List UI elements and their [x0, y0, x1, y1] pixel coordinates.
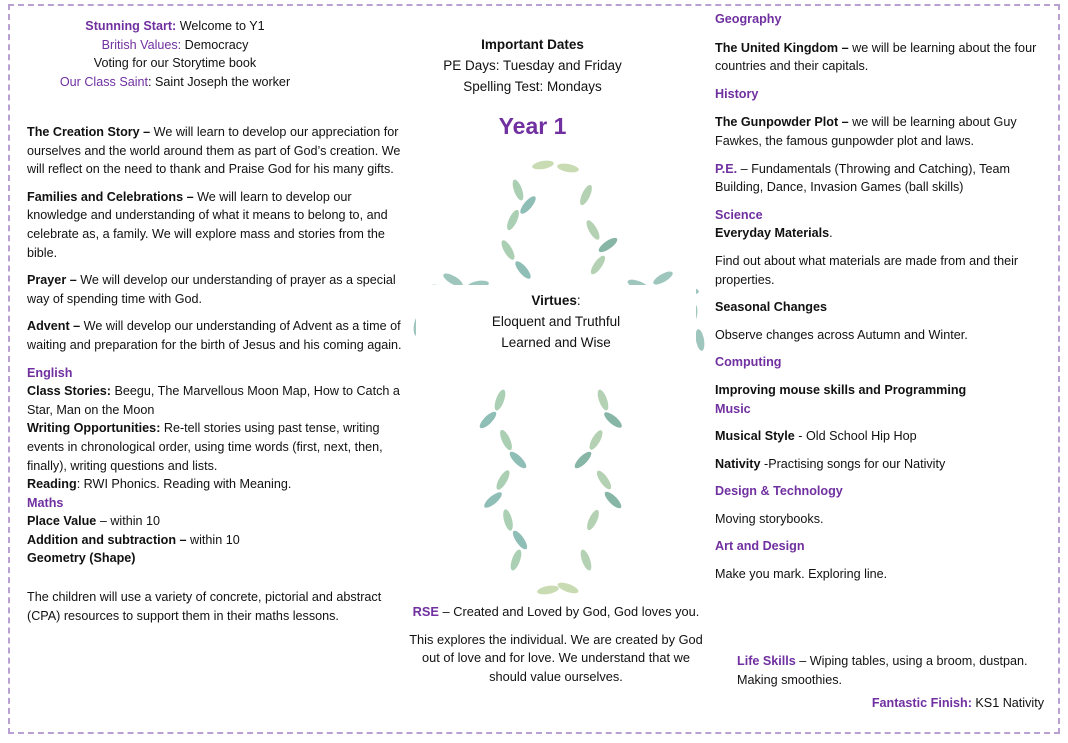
class-saint: Our Class Saint: Saint Joseph the worker [59, 74, 291, 89]
science-topic-1: Everyday Materials. [715, 226, 833, 241]
geography-text: The United Kingdom – we will be learning about the four countries and their capitals. [715, 40, 1037, 74]
intro-block [20, 17, 330, 91]
important-dates [420, 34, 645, 97]
spelling-test: Spelling Test: Mondays [463, 79, 602, 94]
dt-heading: Design & Technology [715, 484, 843, 499]
maths-item: Place Value – within 10 [27, 514, 161, 529]
british-values-detail: Voting for our Storytime book [93, 56, 257, 71]
virtues-heading: Virtues: [531, 293, 581, 308]
leafy-cross-illustration [408, 150, 708, 600]
stunning-start: Stunning Start: Welcome to Y1 [85, 19, 265, 33]
english-section [27, 364, 402, 569]
dt-text: Moving storybooks. [715, 511, 824, 526]
science-topic-2-text: Observe changes across Autumn and Winter. [715, 327, 968, 342]
virtue-line: Learned and Wise [501, 335, 611, 350]
pe-text: P.E. – Fundamentals (Throwing and Catching), Team Building, Dance, Invasion Games (ball skills) [715, 161, 1010, 195]
re-topic-advent: Advent – We will develop our understanding of Advent as a time of waiting and preparation for the birth of Jesus and his coming again. [27, 319, 402, 352]
year-title: Year 1 [498, 113, 567, 139]
science-topic-1-text: Find out about what materials are made from and their properties. [715, 253, 1019, 287]
fantastic-finish: Fantastic Finish: KS1 Nativity [871, 696, 1044, 710]
science-topic-2: Seasonal Changes [715, 300, 827, 315]
pe-days: PE Days: Tuesday and Friday [443, 58, 622, 73]
virtue-line: Eloquent and Truthful [491, 314, 621, 329]
reading: Reading: RWI Phonics. Reading with Meaning. [27, 477, 292, 492]
nativity: Nativity -Practising songs for our Nativity [715, 456, 946, 471]
life-skills: Life Skills – Wiping tables, using a broom, dustpan. Making smoothies. [737, 654, 1028, 687]
writing-opportunities: Writing Opportunities: Re-tell stories using past tense, writing events in chronological order, using time words (first, next, then, finally), writing questions and lists. [27, 421, 383, 473]
re-topic-prayer: Prayer – We will develop our understanding of prayer as a special way of spending time with God. [27, 273, 396, 306]
re-topic-creation: The Creation Story – We will learn to develop our appreciation for ourselves and the world around them as part of God’s creation. We will reflect on the need to thank and Praise God for his many gifts. [27, 125, 401, 177]
re-topic-families: Families and Celebrations – We will learn to develop our knowledge and understanding of what it means to belong to, and celebrate as, a family. We will explore mass and stories from the bible. [27, 189, 388, 260]
art-text: Make you mark. Exploring line. [715, 567, 888, 582]
geography-heading: Geography [715, 12, 782, 26]
right-column [715, 10, 1050, 593]
art-heading: Art and Design [715, 539, 805, 554]
history-text: The Gunpowder Plot – we will be learning about Guy Fawkes, the famous gunpowder plot and laws. [715, 115, 1017, 148]
maths-item: Addition and subtraction – within 10 [27, 532, 240, 547]
rse-block [408, 603, 704, 695]
important-dates-heading: Important Dates [481, 37, 584, 52]
class-stories: Class Stories: Beegu, The Marvellous Moon Map, How to Catch a Star, Man on the Moon [27, 384, 400, 417]
cross-foliage [412, 159, 706, 596]
science-heading: Science [715, 207, 763, 222]
rse-text: This explores the individual. We are created by God out of love and for love. We understand that we should value ourselves. [409, 631, 703, 684]
maths-item: Geometry (Shape) [27, 551, 136, 566]
left-column [27, 123, 402, 634]
maths-note: The children will use a variety of concrete, pictorial and abstract (CPA) resources to support them in their maths lessons. [27, 590, 382, 623]
virtues-box [416, 285, 696, 355]
music-heading: Music [715, 401, 751, 416]
english-heading: English [27, 365, 73, 380]
computing-text: Improving mouse skills and Programming [715, 382, 967, 397]
musical-style: Musical Style - Old School Hip Hop [715, 429, 917, 444]
rse-title: RSE – Created and Loved by God, God loves you. [412, 604, 700, 619]
british-values: British Values: Democracy [101, 37, 249, 52]
computing-heading: Computing [715, 355, 782, 370]
history-heading: History [715, 86, 759, 101]
maths-heading: Maths [27, 495, 64, 510]
